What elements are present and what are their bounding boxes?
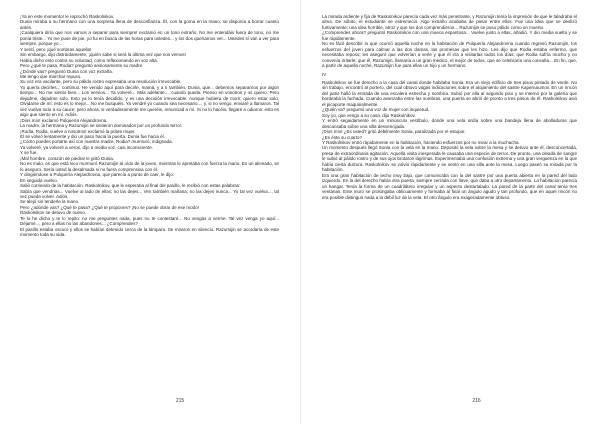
paragraph: Pero ¿adónde vas? ¿Qué te pasa? ¿Qué te propones? ¡No se puede obrar de ese modo! [20,204,199,210]
paragraph: Y dirigiéndose a Pulquería Alejandrovna, que parecía a punto de caer, le dijo: [20,172,175,178]
paragraph: Te lo he dicho y te lo repito: no me preguntes nada, pues no te contestaré... No vengas a verme. Tal vez venga yo aquí... Déjame..., pero a ellas no las abandones... ¿Comprendes? [20,215,279,227]
chapter-heading: IV [322,71,327,77]
paragraph: Soy yo, que vengo a su casa, dijo Raskolnikov. [322,112,416,118]
paragraph: Él se volvió lentamente y dio un paso hacia la puerta. Dunia fue hacia él. [20,133,165,139]
paragraph: ¿Comprendes ahora? preguntó Raskolnikov con una mueca espantosa... Vuelve junto a ellas, añadió. Y dio media vuelta y se fue rápidamente. [322,30,577,41]
paragraph: Se alejó sin tenderle la mano. [20,199,80,205]
paragraph: Su voz era vacilante, pero su pálido rostro expresaba una resolución irrevocable. [20,79,182,85]
paragraph: Sin embargo, dijo distraídamente, ¡quién sabe si será la última vez que nos vemos! [20,52,186,58]
paragraph: Había dicho esto contra su voluntad, como reflexionando en voz alta. [20,57,158,63]
paragraph: ¿Es éste su cuarto? [322,134,363,140]
paragraph: ¡Rodia, Rodia, vuelve a nosotros! exclamó la pobre mujer. [20,128,136,134]
paragraph: ¡Dios mío! ¿Es usted? gritó débilmente Sonia, paralizada por el estupor. [322,129,466,135]
paragraph: Salió corriendo de la habitación. Raskolnikov, que le esperaba al final del pasillo, le recibió con estas palabras: [20,183,241,189]
paragraph: ¡Mal hombre, corazón de piedra! le gritó Dunia. [20,155,115,161]
paragraph: La madre, la hermana y Razumijin se sintieron dominados por un profundo terror. [20,123,183,129]
paragraph: Yo quería decirles... continuó. He venido aquí para decirle, mamá, y a ti también, Dunia, que... debemos separarnos por algún tiempo... No me siento bien... Los nervios... Ya volveré... Más adelante..., cuando pueda. Pienso en vosotros y os quiero. Pero dejadme, dejadme solo. Esto ya lo tenía decidido, y es una decisión irrevocable. Aunque hubiera de morir, quiero estar solo. Olvidarse de mí: esto es lo mejor... No me busquéis. Ya vendré yo cuando sea necesario..., y, si no vengo, enviaré a llamaros. Tal vez vuelva todo a su cauce; pero ahora, si verdaderamente me queréis, renunciad a mí. Si no lo hacéis, llegaré a odiaros: esto es algo que siento en mí. Adiós. [20,84,279,118]
paragraph: Ya volveré, ya volveré a veros, dijo a media voz, casi inconsciente. [20,144,153,150]
page-number: 215 [175,398,185,404]
paragraph: Sabía que vendrías... Vuelve al lado de ellas; no las dejes... Ven también mañana; no las dejes nunca... Yo tal vez vuelva..., tal vez pueda volver. Adiós. [20,188,279,199]
right-page [300,0,600,424]
paragraph: ¡Dios mío! exclamó Pulquería Alejandrovna. [20,117,108,123]
paragraph: ¿Cómo puedes portarte así con nuestra madre, Rodia? murmuró, indignada. [20,139,173,145]
paragraph: El pasillo estaba oscuro y ellos se habían detenido cerca de la lámpara. Se miraron en silencio. Razumijin se acordaría de este momento toda su vida. [20,226,279,238]
paragraph: No es malo, es que está loco murmuró Razumijin al oído de la joven, mientras le apretaba con fuerza la mano. Es un alienado, se lo aseguro. Sería usted la desalmada si no fuera comprensiva con él. [20,161,279,172]
paragraph: ¡Ya en este momento! le reprochó Raskolnikov. [20,14,115,19]
paragraph: Pero ¿qué te pasa, Rodia? preguntó ansiosamente su madre. [20,63,144,69]
paragraph: Raskolnikov se fue derecho a la casa del canal donde habitaba Sonia. Era un viejo edificio de tres pisos pintado de verde. No sin trabajo, encontró al portero, del cual obtuvo vagas indicaciones sobre el alojamiento del sastre Kapernaumov. En un rincón del patio halló la entrada de una escalera estrecha y sombría. Subió por ella al segundo piso y se internó por la galería que bordeaba la fachada. Cuando avanzaba entre las sombras, una puerta se abrió de pronto a tres pasos de él. Raskolnikov asió el picaporte maquinalmente. [322,79,577,107]
paragraph: ¿Dónde vas? preguntó Dunia con voz extraña. [20,68,114,74]
paragraph: La mirada ardiente y fija de Raskolnikov parecía cada vez más penetrante, y Razumijin tenía la impresión de que le taladraba el alma. De súbito, el estudiante se estremeció. Algo extraño acababa de pasar entre ellos. Fue una idea que se deslizó furtivamente; una idea horrible, atroz y que los dos comprendieron... Razumijin se puso pálido como un muerto. [322,14,577,30]
paragraph: Me tengo que marchar repuso. [20,73,82,79]
paragraph: Y se fue. [20,150,38,156]
paragraph: Raskolnikov se detuvo de nuevo. [20,210,87,216]
paragraph: Y Raskolnikov entró rápidamente en la habitación, haciendo esfuerzos por no mirar a la muchacha. [322,139,520,145]
paragraph: Un momento después llegó Sonia con la vela en la mano. Depositó la vela sobre la mesa y se detuvo ante él, desconcertada, presa de extraordinaria agitación. Aquella visita inesperada le causaba una especie de terror. De pronto, una oleada de sangre le subió al pálido rostro y de sus ojos brotaron lágrimas. Experimentaba una confusión extrema y una gran vergüenza en la que había cierta dulzura. Raskolnikov se volvió rápidamente y se sentó en una silla ante la mesa. Luego paseó su mirada por la habitación. [322,145,577,173]
page-number: 216 [472,398,481,404]
paragraph: No es fácil describir lo que ocurrió aquella noche en la habitación de Pulquería Alejandrovna cuando regresó Razumijin, los esfuerzos del joven para calmar a las dos damas, las promesas que les hizo. Les dijo que Rodia estaba enfermo, que necesitaba reposo; les aseguró que volverían a verle y que él iría a visitarlas todos los días; que Rodia sufría mucho y no convenía irritarle; que él, Razumijin, llamaría a un gran médico, el mejor de todos, que se celebraría una consulta... En fin, que, a partir de aquella noche, Razumijin fue para ellas un hijo y un hermano. [322,41,577,69]
paragraph: En seguida vuelvo. [20,177,59,183]
paragraph: ¡Cualquiera diría que nos vamos a separar para siempre! exclamó en un tono extraño. No me entendáis fuera de tono, no me ponía triste... Yo me puse de pie, yo fui en busca de las horas para ustedes... y los dos queríamos ver... Ustedes sí van a ver para siempre, porque yo... [20,30,279,47]
right-page-text [322,14,577,392]
left-page-text [20,14,279,392]
paragraph: ¿Quién va? preguntó una voz de mujer con inquietud. [322,107,430,113]
paragraph: Dunia miraba a su hermano con una sorpresa llena de desconfianza. Él, con la goma en la mano, se disponía a borrar cuanto antes. [20,19,279,30]
paragraph: Y sentí, pero ¡qué sombras aquella! [20,46,92,52]
paragraph: Era una gran habitación de techo muy bajo, que comunicaba con la del sastre por una puerta abierta en la pared del lado izquierdo. En la del derecho había otra puerta, siempre cerrada con llave, que daba a otro departamento. La habitación parecía un hangar. Tenía la forma de un cuadrilátero irregular y un aspecto destartalado. La pared de la parte del canal tenía tres ventanas. Este muro se prolongaba oblicuamente y formaba al final un ángulo agudo y tan profundo, que en aquel rincón no era posible distinguir nada a la débil luz de la vela. El otro ángulo era exageradamente obtuso. [322,172,577,200]
paragraph: Y entró seguidamente en un minúsculo vestíbulo, donde una vela ardía sobre una bandeja llena de abolladuras que descansaba sobre una silla desvencijada. [322,118,577,129]
